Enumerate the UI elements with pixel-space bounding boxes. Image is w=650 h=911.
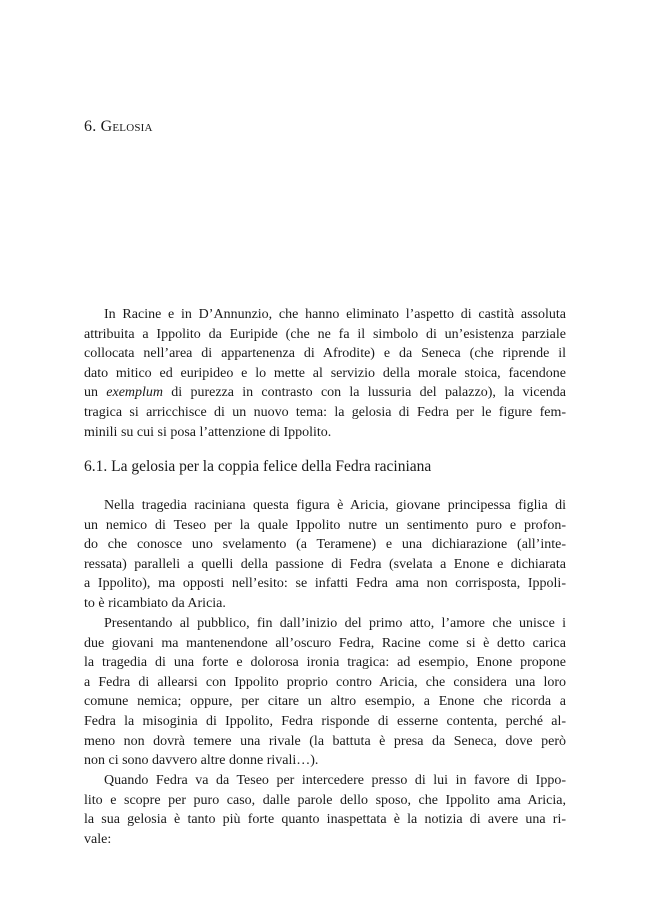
text-line: meno non dovrà temere una rivale (la battuta è presa da Seneca, dove però xyxy=(84,733,566,749)
intro-paragraph xyxy=(84,305,566,442)
text-line: do che conosce uno svelamento (a Teramene) e una dichiarazione (all’inte- xyxy=(84,537,566,553)
text-line: Quando Fedra va da Teseo per intercedere presso di lui in favore di Ippo- xyxy=(104,773,566,788)
paragraph-2 xyxy=(84,614,566,771)
text-line: In Racine e in D’Annunzio, che hanno eliminato l’aspetto di castità assoluta xyxy=(104,307,566,322)
text-fragment: di purezza in contrasto con la lussuria del palazzo), la vicenda xyxy=(171,385,567,401)
text-line: un nemico di Teseo per la quale Ippolito nutre un sentimento puro e profon- xyxy=(84,517,566,533)
text-line: due giovani ma mantenendone all’oscuro Fedra, Racine come si è detto carica xyxy=(84,635,566,651)
text-line: la tragedia di una forte e dolorosa ironia tragica: ad esempio, Enone propone xyxy=(84,655,566,671)
text-line xyxy=(84,383,566,403)
italic-term: exemplum xyxy=(106,385,164,401)
paragraph-1 xyxy=(84,496,566,614)
text-line: attribuita a Ippolito da Euripide (che ne fa il simbolo di un’esistenza parziale xyxy=(84,326,566,342)
text-line: dato mitico ed euripideo e lo mette al servizio della morale stoica, facendone xyxy=(84,365,566,381)
text-line: lito e scopre per puro caso, dalle parole dello sposo, che Ippolito ama Aricia, xyxy=(84,792,566,808)
text-line: Fedra la misoginia di Ippolito, Fedra risponde di esserne contenta, perché al- xyxy=(84,713,566,729)
text-line: a Fedra di allearsi con Ippolito proprio contro Aricia, che considera una loro xyxy=(84,674,566,690)
text-line: to è ricambiato da Aricia. xyxy=(84,595,226,611)
text-line: tragica si arricchisce di un nuovo tema: la gelosia di Fedra per le figure fem- xyxy=(84,404,566,420)
paragraph-3 xyxy=(84,771,566,849)
section-heading: 6.1. La gelosia per la coppia felice della Fedra raciniana xyxy=(84,458,432,475)
text-line: Nella tragedia raciniana questa figura è Aricia, giovane principessa figlia di xyxy=(104,498,566,513)
text-line: comune nemica; oppure, per citare un altro esempio, a Enone che ricorda a xyxy=(84,694,566,710)
text-line: a Ippolito), ma opposti nell’esito: se infatti Fedra ama non corrisposta, Ippoli- xyxy=(84,576,566,592)
text-line: ressata) paralleli a quelli della passione di Fedra (svelata a Enone e dichiarata xyxy=(84,556,566,572)
text-line: collocata nell’area di appartenenza di Afrodite) e da Seneca (che riprende il xyxy=(84,346,566,362)
text-line: minili su cui si posa l’attenzione di Ippolito. xyxy=(84,424,332,440)
chapter-title: Gelosia xyxy=(100,118,153,135)
chapter-number: 6. xyxy=(84,118,97,135)
text-line: la sua gelosia è tanto più forte quanto inaspettata è la notizia di avere una ri- xyxy=(84,812,566,828)
chapter-heading xyxy=(84,118,153,136)
text-line: non ci sono davvero altre donne rivali…). xyxy=(84,753,319,769)
text-line: vale: xyxy=(84,831,112,847)
text-line: Presentando al pubblico, fin dall’inizio del primo atto, l’amore che unisce i xyxy=(104,616,566,631)
text-fragment: un xyxy=(84,385,98,401)
